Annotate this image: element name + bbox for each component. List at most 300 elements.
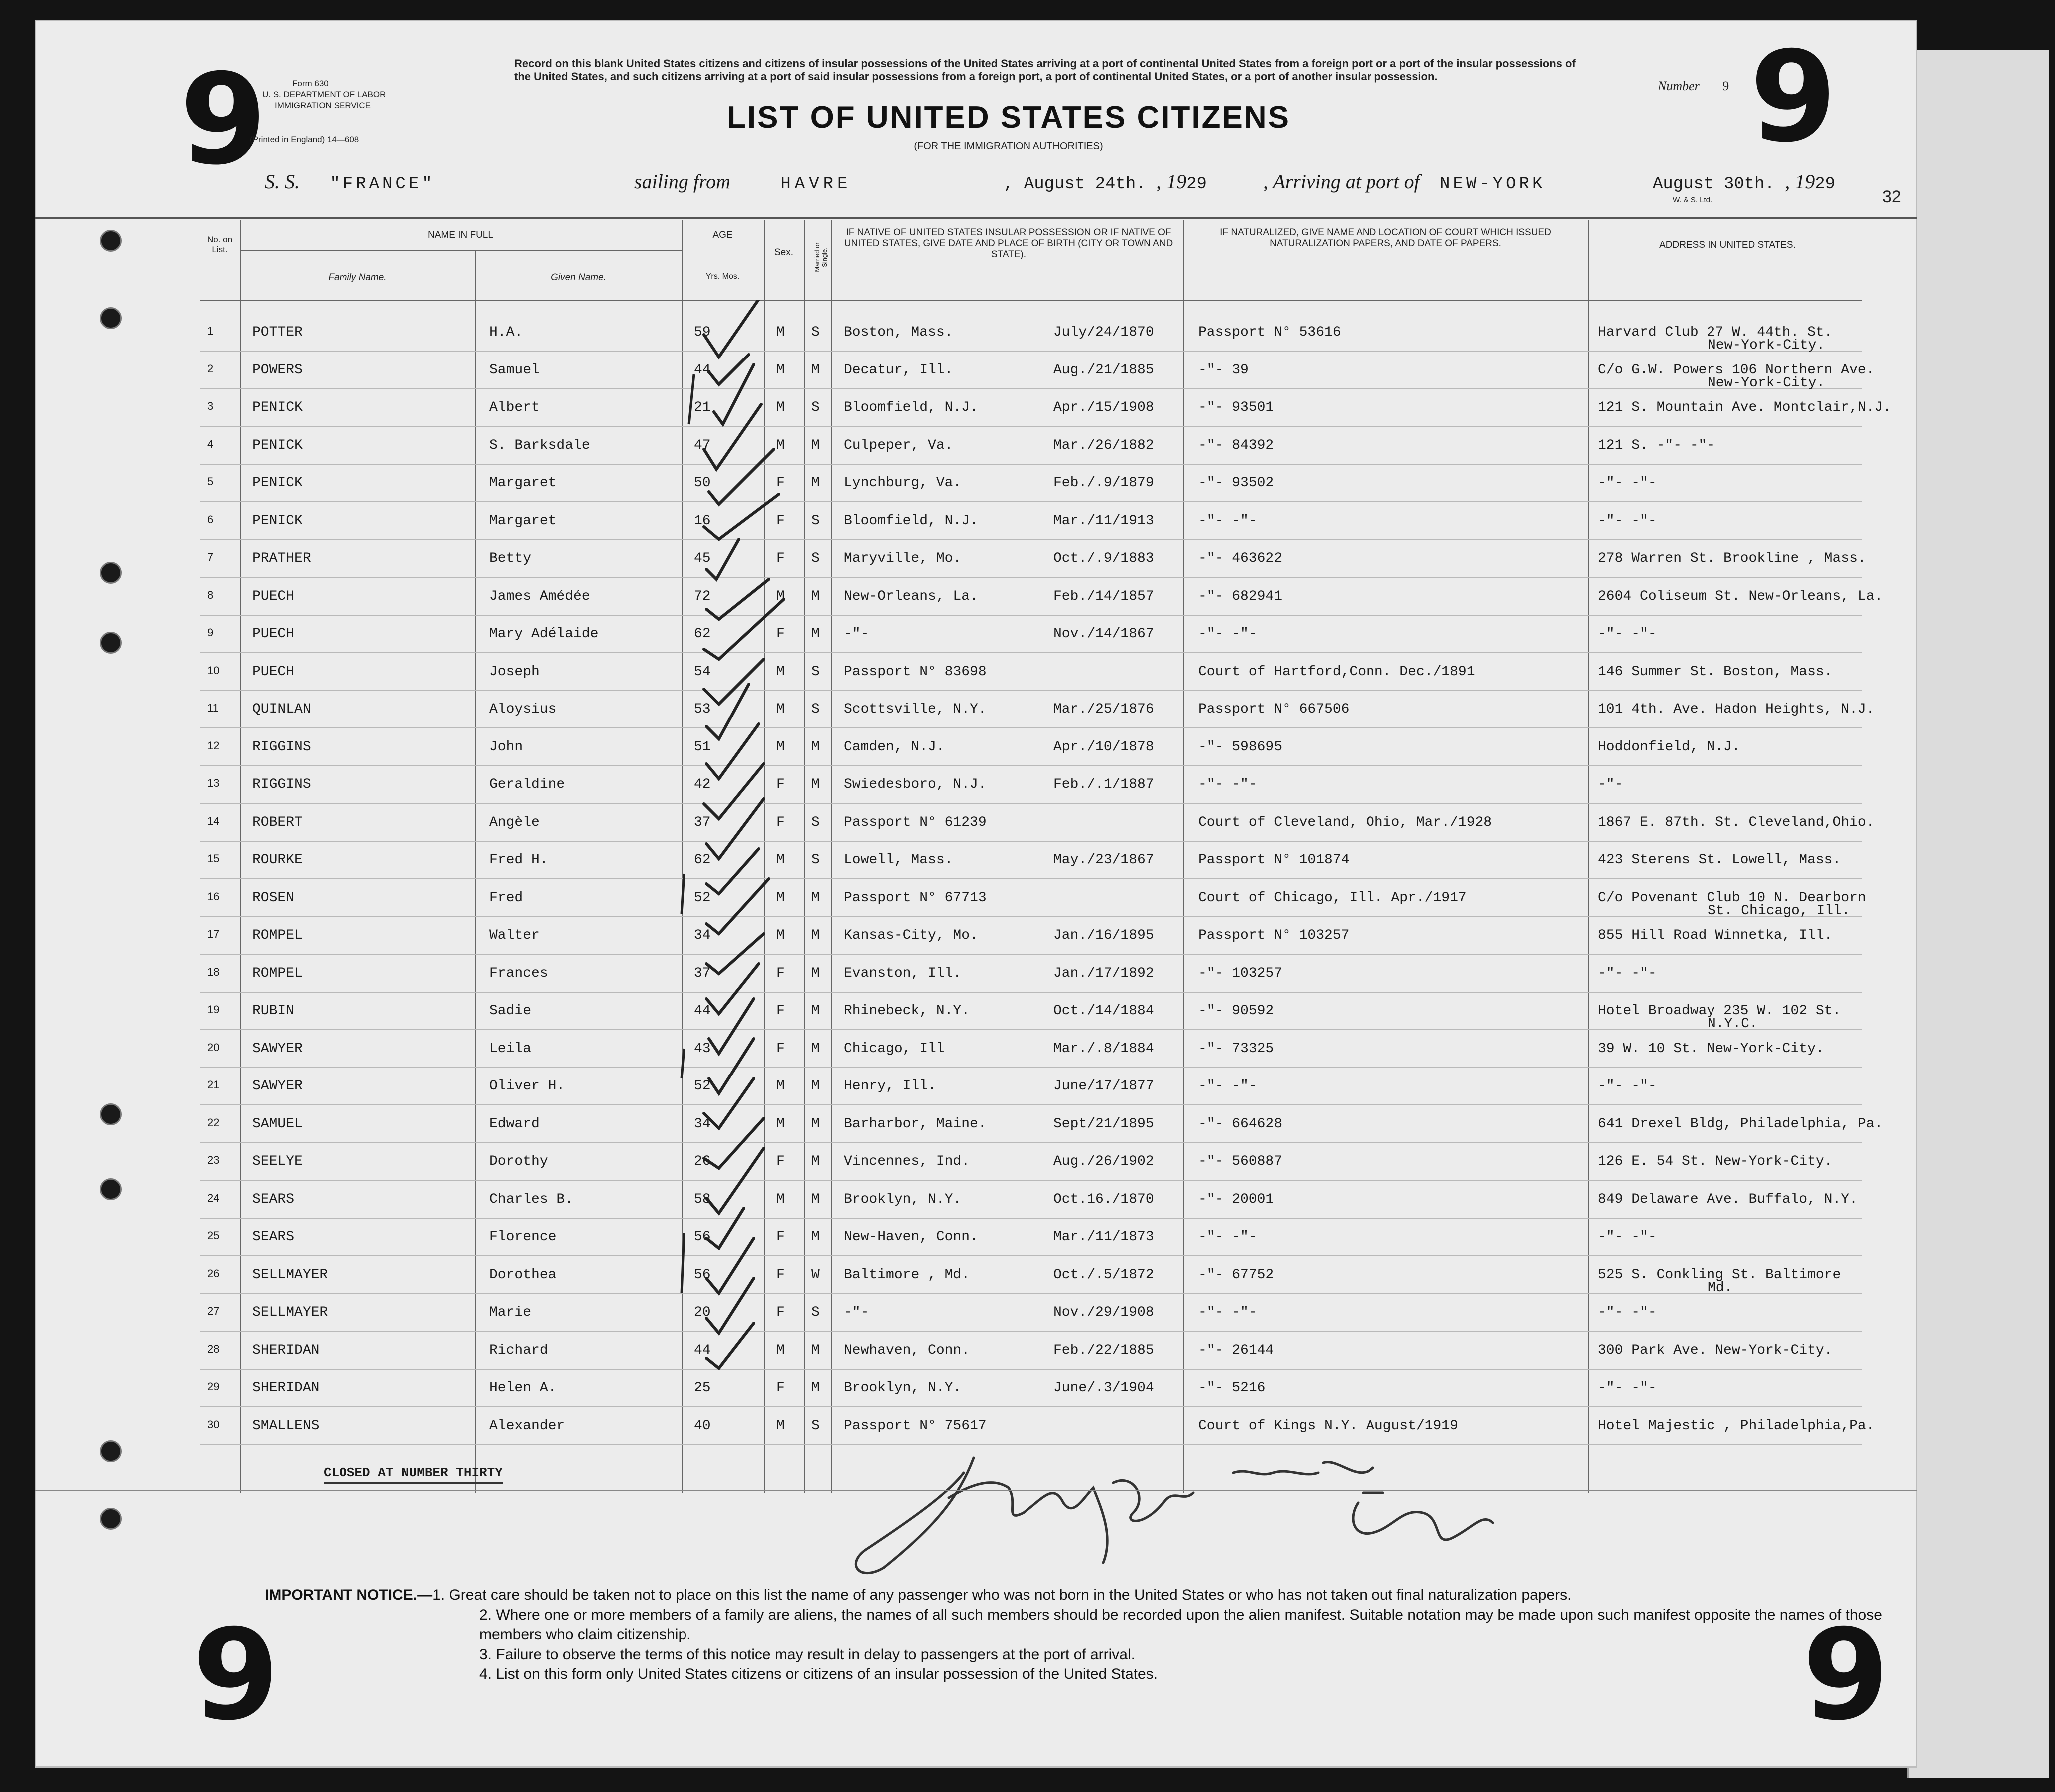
address-cell: 126 E. 54 St. New-York-City. — [1598, 1154, 1833, 1169]
list-number-cell: 7 — [207, 551, 214, 563]
age-cell: 72 — [694, 588, 711, 604]
sex-cell: F — [776, 551, 785, 566]
sex-cell: M — [776, 325, 785, 340]
birth-date-cell: Nov./14/1867 — [1053, 626, 1154, 642]
birth-place-cell: Camden, N.J. — [844, 739, 945, 755]
table-row — [200, 551, 1866, 588]
table-row — [200, 814, 1875, 852]
given-name-cell: Frances — [489, 965, 548, 981]
from-port: HAVRE — [780, 175, 852, 194]
birth-place-cell: Lowell, Mass. — [844, 852, 953, 868]
naturalization-cell: -"- 5216 — [1198, 1380, 1266, 1396]
given-name-cell: Helen A. — [489, 1380, 557, 1396]
age-cell: 34 — [694, 928, 711, 943]
top-rule — [35, 217, 1917, 219]
closed-note: CLOSED AT NUMBER THIRTY — [324, 1465, 503, 1484]
age-cell: 21 — [694, 400, 711, 415]
birth-date-cell: Oct.16./1870 — [1053, 1191, 1154, 1207]
list-number-cell: 24 — [207, 1191, 220, 1204]
arriving-label: , Arriving at port of — [1263, 170, 1420, 193]
list-number-cell: 28 — [207, 1342, 220, 1355]
col-age: AGE — [712, 230, 733, 240]
table-row — [200, 777, 1862, 814]
given-name-cell: Samuel — [489, 362, 540, 378]
marital-status-cell: M — [811, 890, 820, 906]
birth-date-cell: Feb./.9/1879 — [1053, 475, 1154, 491]
family-name-cell: SEARS — [252, 1229, 295, 1245]
list-number-cell: 15 — [207, 852, 220, 865]
birth-date-cell: May./23/1867 — [1053, 852, 1154, 868]
table-row — [200, 588, 1883, 626]
address-cell: 121 S. -"- -"- — [1598, 437, 1715, 453]
sex-cell: F — [776, 777, 785, 792]
sex-cell: F — [776, 1380, 785, 1396]
marital-status-cell: S — [811, 551, 820, 566]
sex-cell: F — [776, 513, 785, 529]
address-cell: 101 4th. Ave. Hadon Heights, N.J. — [1598, 702, 1875, 717]
passenger-table — [200, 220, 1892, 1493]
marital-status-cell: M — [811, 1229, 820, 1245]
naturalization-cell: -"- -"- — [1198, 1305, 1257, 1320]
list-number-cell: 1 — [207, 325, 214, 337]
address-cell: 278 Warren St. Brookline , Mass. — [1598, 551, 1866, 566]
birth-date-cell: Mar./26/1882 — [1053, 437, 1154, 453]
sex-cell: F — [776, 1267, 785, 1283]
family-name-cell: POWERS — [252, 362, 303, 378]
marital-status-cell: M — [811, 739, 820, 755]
arrival-port-name: NEW-YORK — [1440, 175, 1546, 194]
table-row — [200, 1041, 1862, 1078]
naturalization-cell: -"- -"- — [1198, 626, 1257, 642]
birth-place-cell: Evanston, Ill. — [844, 965, 962, 981]
given-name-cell: H.A. — [489, 325, 523, 340]
age-cell: 52 — [694, 1078, 711, 1094]
table-row — [200, 966, 1862, 1003]
family-name-cell: ROMPEL — [252, 965, 303, 981]
naturalization-cell: -"- 598695 — [1198, 739, 1283, 755]
address-line2-cell: Md. — [1708, 1280, 1733, 1296]
age-cell: 44 — [694, 362, 711, 378]
age-cell: 53 — [694, 702, 711, 717]
age-cell: 20 — [694, 1305, 711, 1320]
sex-cell: M — [776, 1342, 785, 1358]
arrival-date — [1653, 170, 1835, 200]
table-row — [200, 890, 1866, 928]
table-row — [200, 1003, 1862, 1041]
given-name-cell: Walter — [489, 928, 540, 943]
family-name-cell: PRATHER — [252, 551, 311, 566]
address-cell: C/o Povenant Club 10 N. Dearborn — [1598, 890, 1866, 906]
family-name-cell: SELLMAYER — [252, 1267, 328, 1283]
family-name-cell: RIGGINS — [252, 739, 311, 755]
naturalization-cell: -"- -"- — [1198, 1229, 1257, 1245]
list-number-cell: 20 — [207, 1041, 220, 1054]
voyage-line — [265, 170, 435, 200]
birth-date-cell: Mar./11/1873 — [1053, 1229, 1154, 1245]
given-name-cell: Fred — [489, 890, 523, 906]
birth-date-cell: Apr./10/1878 — [1053, 739, 1154, 755]
given-name-cell: Albert — [489, 400, 540, 415]
given-name-cell: Charles B. — [489, 1191, 574, 1207]
birth-date-cell: Feb./22/1885 — [1053, 1342, 1154, 1358]
naturalization-cell: Passport N° 667506 — [1198, 702, 1350, 717]
family-name-cell: SEARS — [252, 1191, 295, 1207]
address-cell: -"- -"- — [1598, 1229, 1657, 1245]
age-cell: 26 — [694, 1154, 711, 1169]
marital-status-cell: S — [811, 852, 820, 868]
table-row — [200, 1267, 1862, 1305]
table-row — [200, 400, 1892, 437]
marital-status-cell: M — [811, 1116, 820, 1132]
age-cell: 56 — [694, 1267, 711, 1283]
given-name-cell: Richard — [489, 1342, 548, 1358]
marital-status-cell: S — [811, 1418, 820, 1434]
family-name-cell: SELLMAYER — [252, 1305, 328, 1320]
naturalization-cell: -"- 20001 — [1198, 1191, 1274, 1207]
notice-item-2: 2. Where one or more members of a family are aliens, the names of all such members should be recorded upon the alien manifest. Suitable notation may be made upon such manifest opposite the names of those members who claim citizenship. — [479, 1606, 1882, 1643]
birth-date-cell: Feb./14/1857 — [1053, 588, 1154, 604]
official-signature — [784, 1438, 1583, 1588]
address-cell: -"- -"- — [1598, 1305, 1657, 1320]
birth-date-cell: Aug./21/1885 — [1053, 362, 1154, 378]
instructions: Record on this blank United States citizens and citizens of insular possessions of the United States arriving at a port of continental United States from a foreign port or a port of the insular possessions of the United States, and such citizens arriving at a port of said insular possessions from a foreign port, a port of continental United States, or a port of another insular possession. — [514, 57, 1576, 83]
given-name-cell: Mary Adélaide — [489, 626, 599, 642]
col-birth: IF NATIVE OF UNITED STATES INSULAR POSSESSION OR IF NATIVE OF UNITED STATES, GIVE DATE AND PLACE OF BIRTH (CITY OR TOWN AND STATE). — [844, 227, 1173, 260]
list-number-cell: 30 — [207, 1418, 220, 1431]
table-row — [200, 702, 1875, 739]
age-cell: 44 — [694, 1003, 711, 1019]
naturalization-cell: -"- 26144 — [1198, 1342, 1274, 1358]
marital-status-cell: M — [811, 965, 820, 981]
table-row — [200, 1078, 1862, 1116]
address-cell: Harvard Club 27 W. 44th. St. — [1598, 325, 1833, 340]
birth-date-cell: Sept/21/1895 — [1053, 1116, 1154, 1132]
marital-status-cell: S — [811, 814, 820, 830]
notice-heading: IMPORTANT NOTICE.— — [265, 1587, 433, 1603]
birth-date-cell: Jan./17/1892 — [1053, 965, 1154, 981]
family-name-cell: PENICK — [252, 437, 303, 453]
birth-place-cell: Passport N° 61239 — [844, 814, 987, 830]
naturalization-cell: -"- -"- — [1198, 513, 1257, 529]
address-cell: 300 Park Ave. New-York-City. — [1598, 1342, 1833, 1358]
birth-place-cell: -"- — [844, 626, 869, 642]
col-sex: Sex. — [774, 247, 794, 258]
marital-status-cell: M — [811, 1154, 820, 1169]
list-number-cell: 10 — [207, 664, 220, 677]
table-row — [200, 664, 1862, 702]
table-row — [200, 475, 1862, 513]
family-name-cell: ROBERT — [252, 814, 303, 830]
age-cell: 37 — [694, 814, 711, 830]
given-name-cell: Edward — [489, 1116, 540, 1132]
given-name-cell: James Amédée — [489, 588, 590, 604]
address-cell: -"- -"- — [1598, 1380, 1657, 1396]
notice-item-1: 1. Great care should be taken not to place on this list the name of any passenger who was not born in the United States or who has not taken out final naturalization papers. — [432, 1587, 1572, 1603]
birth-place-cell: Brooklyn, N.Y. — [844, 1380, 962, 1396]
address-cell: 855 Hill Road Winnetka, Ill. — [1598, 928, 1833, 943]
list-number-cell: 14 — [207, 814, 220, 827]
sex-cell: M — [776, 852, 785, 868]
table-row — [200, 1116, 1883, 1154]
family-name-cell: SHERIDAN — [252, 1342, 320, 1358]
family-name-cell: PUECH — [252, 664, 295, 680]
family-name-cell: ROSEN — [252, 890, 295, 906]
naturalization-cell: -"- -"- — [1198, 1078, 1257, 1094]
list-number-cell: 23 — [207, 1154, 220, 1166]
sex-cell: M — [776, 588, 785, 604]
age-cell: 62 — [694, 626, 711, 642]
marital-status-cell: M — [811, 1041, 820, 1057]
birth-date-cell: Aug./26/1902 — [1053, 1154, 1154, 1169]
family-name-cell: SAWYER — [252, 1078, 303, 1094]
sex-cell: F — [776, 626, 785, 642]
birth-place-cell: Rhinebeck, N.Y. — [844, 1003, 970, 1019]
given-name-cell: Dorothy — [489, 1154, 548, 1169]
marital-status-cell: S — [811, 325, 820, 340]
arrival-port — [1263, 170, 1545, 200]
sex-cell: M — [776, 664, 785, 680]
birth-place-cell: Passport N° 83698 — [844, 664, 987, 680]
table-row — [200, 438, 1862, 475]
birth-date-cell: Apr./15/1908 — [1053, 400, 1154, 415]
birth-place-cell: Chicago, Ill — [844, 1041, 945, 1057]
marital-status-cell: W — [811, 1267, 820, 1283]
address-cell: Hoddonfield, N.J. — [1598, 739, 1740, 755]
sex-cell: M — [776, 1191, 785, 1207]
punch-hole — [100, 1178, 122, 1200]
sex-cell: M — [776, 1418, 785, 1434]
family-name-cell: POTTER — [252, 325, 303, 340]
birth-place-cell: Swiedesboro, N.J. — [844, 777, 987, 792]
age-cell: 37 — [694, 965, 711, 981]
list-number-cell: 6 — [207, 513, 214, 526]
sex-cell: F — [776, 1003, 785, 1019]
birth-date-cell: Oct./.5/1872 — [1053, 1267, 1154, 1283]
table-row — [200, 1343, 1862, 1380]
address-cell: -"- -"- — [1598, 513, 1657, 529]
sex-cell: M — [776, 890, 785, 906]
address-cell: 146 Summer St. Boston, Mass. — [1598, 664, 1833, 680]
address-line2-cell: New-York-City. — [1708, 338, 1825, 353]
address-line2-cell: St. Chicago, Ill. — [1708, 903, 1850, 919]
punch-hole — [100, 632, 122, 654]
birth-place-cell: New-Haven, Conn. — [844, 1229, 978, 1245]
naturalization-cell: -"- 39 — [1198, 362, 1249, 378]
address-cell: 121 S. Mountain Ave. Montclair,N.J. — [1598, 400, 1892, 415]
naturalization-cell: -"- 84392 — [1198, 437, 1274, 453]
naturalization-cell: -"- 93502 — [1198, 475, 1274, 491]
age-cell: 42 — [694, 777, 711, 792]
naturalization-cell: Passport N° 101874 — [1198, 852, 1350, 868]
family-name-cell: PUECH — [252, 588, 295, 604]
age-cell: 62 — [694, 852, 711, 868]
marital-status-cell: M — [811, 777, 820, 792]
list-number-cell: 17 — [207, 928, 220, 940]
naturalization-cell: -"- 103257 — [1198, 965, 1283, 981]
table-row — [200, 1192, 1862, 1229]
address-cell: -"- -"- — [1598, 475, 1657, 491]
given-name-cell: Aloysius — [489, 702, 557, 717]
family-name-cell: PENICK — [252, 475, 303, 491]
family-name-cell: RIGGINS — [252, 777, 311, 792]
list-number-cell: 5 — [207, 475, 214, 488]
birth-date-cell: Oct./.9/1883 — [1053, 551, 1154, 566]
list-number — [1658, 79, 1729, 94]
family-name-cell: SMALLENS — [252, 1418, 320, 1434]
birth-place-cell: Barharbor, Maine. — [844, 1116, 987, 1132]
list-number-cell: 19 — [207, 1003, 220, 1016]
age-cell: 56 — [694, 1229, 711, 1245]
form-number: Form 630 — [292, 79, 329, 88]
sex-cell: F — [776, 1229, 785, 1245]
punch-hole — [100, 1440, 122, 1462]
given-name-cell: S. Barksdale — [489, 437, 590, 453]
naturalization-cell: Passport N° 103257 — [1198, 928, 1350, 943]
age-cell: 44 — [694, 1342, 711, 1358]
page-mark: 32 — [1882, 187, 1901, 206]
family-name-cell: QUINLAN — [252, 702, 311, 717]
birth-place-cell: Baltimore , Md. — [844, 1267, 970, 1283]
birth-date-cell: July/24/1870 — [1053, 325, 1154, 340]
col-name-in-full: NAME IN FULL — [428, 230, 493, 240]
sex-cell: M — [776, 437, 785, 453]
number-label: Number — [1658, 79, 1700, 93]
marital-status-cell: M — [811, 1191, 820, 1207]
given-name-cell: John — [489, 739, 523, 755]
address-cell: -"- -"- — [1598, 626, 1657, 642]
marital-status-cell: S — [811, 664, 820, 680]
birth-place-cell: Passport N° 67713 — [844, 890, 987, 906]
sail-year-prefix: , 19 — [1156, 170, 1187, 193]
sex-cell: F — [776, 1041, 785, 1057]
naturalization-cell: -"- 463622 — [1198, 551, 1283, 566]
age-cell: 51 — [694, 739, 711, 755]
given-name-cell: Alexander — [489, 1418, 565, 1434]
birth-place-cell: Lynchburg, Va. — [844, 475, 962, 491]
col-yrs-mos: Yrs. Mos. — [705, 272, 740, 281]
marital-status-cell: M — [811, 626, 820, 642]
birth-place-cell: -"- — [844, 1305, 869, 1320]
family-name-cell: ROMPEL — [252, 928, 303, 943]
list-number-cell: 18 — [207, 965, 220, 978]
birth-place-cell: Maryville, Mo. — [844, 551, 962, 566]
given-name-cell: Margaret — [489, 475, 557, 491]
sex-cell: M — [776, 362, 785, 378]
col-married-single: Married or Single. — [813, 242, 828, 272]
sex-cell: F — [776, 1305, 785, 1320]
arrival-year: 29 — [1815, 175, 1836, 194]
address-cell: 641 Drexel Bldg, Philadelphia, Pa. — [1598, 1116, 1883, 1132]
age-cell: 16 — [694, 513, 711, 529]
table-row — [200, 852, 1862, 890]
given-name-cell: Fred H. — [489, 852, 548, 868]
number-value: 9 — [1722, 79, 1729, 93]
given-name-cell: Oliver H. — [489, 1078, 565, 1094]
tick-marks — [679, 300, 789, 1448]
list-number-cell: 9 — [207, 626, 214, 639]
birth-place-cell: Culpeper, Va. — [844, 437, 953, 453]
ship-name: "FRANCE" — [330, 175, 435, 194]
family-name-cell: ROURKE — [252, 852, 303, 868]
marital-status-cell: M — [811, 1003, 820, 1019]
birth-place-cell: Bloomfield, N.J. — [844, 400, 978, 415]
naturalization-cell: Court of Hartford,Conn. Dec./1891 — [1198, 664, 1475, 680]
birth-place-cell: Decatur, Ill. — [844, 362, 953, 378]
birth-date-cell: Nov./29/1908 — [1053, 1305, 1154, 1320]
address-cell: -"- — [1598, 777, 1623, 792]
address-cell: Hotel Broadway 235 W. 102 St. — [1598, 1003, 1841, 1019]
marital-status-cell: M — [811, 475, 820, 491]
family-name-cell: RUBIN — [252, 1003, 295, 1019]
age-cell: 59 — [694, 325, 711, 340]
birth-place-cell: Brooklyn, N.Y. — [844, 1191, 962, 1207]
naturalization-cell: -"- 90592 — [1198, 1003, 1274, 1019]
manifest-page — [35, 20, 1917, 1768]
table-row — [200, 362, 1875, 400]
col-given-name: Given Name. — [551, 272, 606, 283]
arrival-year-prefix: , 19 — [1785, 170, 1815, 193]
marital-status-cell: M — [811, 362, 820, 378]
punch-hole — [100, 230, 122, 252]
list-number-cell: 16 — [207, 890, 220, 903]
sex-cell: M — [776, 1116, 785, 1132]
table-row — [200, 928, 1862, 965]
birth-place-cell: Henry, Ill. — [844, 1078, 936, 1094]
birth-place-cell: Kansas-City, Mo. — [844, 928, 978, 943]
address-cell: -"- -"- — [1598, 965, 1657, 981]
page-number-top-right: 9 — [1750, 24, 1837, 170]
sex-cell: F — [776, 1154, 785, 1169]
marital-status-cell: M — [811, 928, 820, 943]
birth-date-cell: Jan./16/1895 — [1053, 928, 1154, 943]
age-cell: 43 — [694, 1041, 711, 1057]
naturalization-cell: -"- 67752 — [1198, 1267, 1274, 1283]
list-number-cell: 2 — [207, 362, 214, 375]
sex-cell: M — [776, 739, 785, 755]
given-name-cell: Betty — [489, 551, 532, 566]
family-name-cell: SHERIDAN — [252, 1380, 320, 1396]
birth-date-cell: Feb./.1/1887 — [1053, 777, 1154, 792]
list-number-cell: 8 — [207, 588, 214, 601]
family-name-cell: SEELYE — [252, 1154, 303, 1169]
bottom-rule — [35, 1490, 1917, 1491]
birth-date-cell: Mar./.8/1884 — [1053, 1041, 1154, 1057]
family-name-cell: PUECH — [252, 626, 295, 642]
marital-status-cell: M — [811, 437, 820, 453]
list-number-cell: 29 — [207, 1380, 220, 1393]
col-no-on-list: No. on List. — [207, 235, 233, 254]
table-row — [200, 325, 1862, 362]
address-line2-cell: N.Y.C. — [1708, 1016, 1758, 1032]
list-number-cell: 27 — [207, 1305, 220, 1317]
marital-status-cell: S — [811, 1305, 820, 1320]
given-name-cell: Marie — [489, 1305, 532, 1320]
given-name-cell: Sadie — [489, 1003, 532, 1019]
given-name-cell: Dorothea — [489, 1267, 557, 1283]
birth-place-cell: Newhaven, Conn. — [844, 1342, 970, 1358]
birth-date-cell: June/17/1877 — [1053, 1078, 1154, 1094]
marital-status-cell: M — [811, 1380, 820, 1396]
birth-place-cell: New-Orleans, La. — [844, 588, 978, 604]
print-code: (Printed in England) 14—608 — [250, 135, 359, 144]
sex-cell: F — [776, 814, 785, 830]
list-number-cell: 13 — [207, 777, 220, 789]
naturalization-cell: Passport N° 53616 — [1198, 325, 1341, 340]
ss-label: S. S. — [265, 170, 300, 193]
address-cell: 849 Delaware Ave. Buffalo, N.Y. — [1598, 1191, 1858, 1207]
marital-status-cell: S — [811, 400, 820, 415]
family-name-cell: PENICK — [252, 513, 303, 529]
